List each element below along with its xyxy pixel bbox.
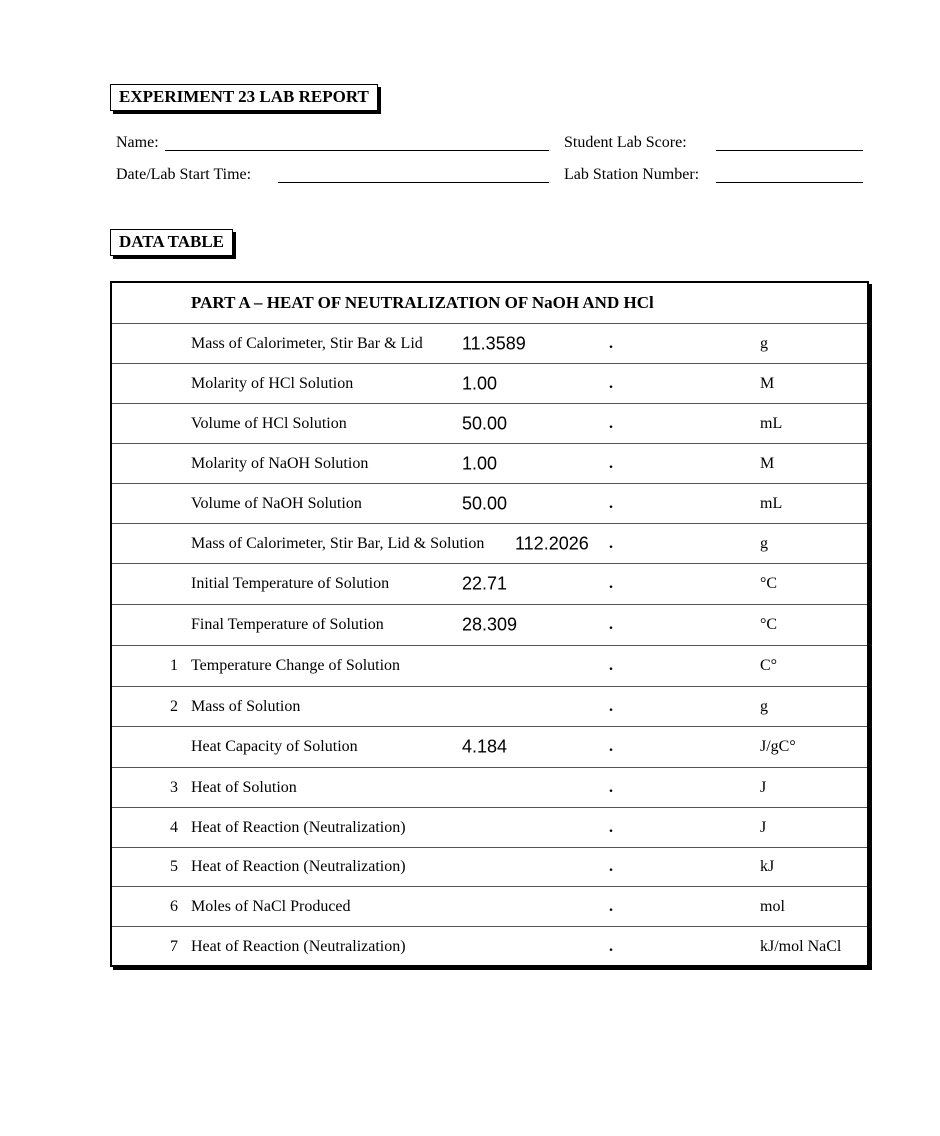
row-label: Heat Capacity of Solution <box>191 738 358 755</box>
row-value[interactable]: 50.00 <box>462 413 508 433</box>
table-row <box>112 564 867 605</box>
row-unit: g <box>760 534 768 552</box>
table-row <box>112 364 867 404</box>
table-row <box>112 484 867 524</box>
row-unit: mL <box>760 494 783 512</box>
row-unit: g <box>760 697 768 715</box>
row-number: 4 <box>170 818 178 836</box>
decimal-point: . <box>609 778 613 796</box>
row-label: Moles of NaCl Produced <box>191 897 351 915</box>
table-row <box>112 324 867 364</box>
row-value[interactable]: 50.00 <box>462 493 508 513</box>
table-row <box>112 887 867 927</box>
name-label: Name: <box>116 134 159 151</box>
table-row <box>112 687 867 727</box>
score-label: Student Lab Score: <box>564 134 687 151</box>
row-value[interactable]: 1.00 <box>462 453 498 473</box>
row-unit: mL <box>760 414 783 432</box>
row-number: 7 <box>170 938 178 955</box>
row-label: Heat of Reaction (Neutralization) <box>191 938 406 955</box>
row-number: 3 <box>170 778 178 796</box>
row-unit: kJ <box>760 858 775 875</box>
table-row <box>112 848 867 887</box>
decimal-point: . <box>609 897 613 915</box>
row-label: Initial Temperature of Solution <box>191 575 390 592</box>
report-title-text: EXPERIMENT 23 LAB REPORT <box>119 87 369 106</box>
row-label: Volume of NaOH Solution <box>191 494 362 512</box>
row-label: Final Temperature of Solution <box>191 616 384 633</box>
name-field[interactable] <box>165 150 549 151</box>
decimal-point: . <box>609 616 613 633</box>
row-value[interactable]: 11.3589 <box>462 333 526 353</box>
table-row <box>112 768 867 808</box>
row-label: Mass of Calorimeter, Stir Bar & Lid <box>191 334 423 352</box>
table-row <box>112 927 867 967</box>
row-label: Heat of Reaction (Neutralization) <box>191 858 406 875</box>
decimal-point: . <box>609 697 613 715</box>
part-a-header <box>112 283 867 324</box>
row-label: Heat of Solution <box>191 778 297 796</box>
row-label: Volume of HCl Solution <box>191 414 347 432</box>
date-label: Date/Lab Start Time: <box>116 166 252 183</box>
data-table-title-text: DATA TABLE <box>119 232 225 251</box>
row-unit: °C <box>760 575 778 592</box>
row-unit: M <box>760 454 775 472</box>
decimal-point: . <box>609 575 613 592</box>
row-value[interactable]: 28.309 <box>462 614 518 635</box>
row-label: Heat of Reaction (Neutralization) <box>191 818 406 836</box>
date-field[interactable] <box>278 182 549 183</box>
decimal-point: . <box>609 374 613 392</box>
station-field[interactable] <box>716 182 863 183</box>
row-unit: J <box>760 818 767 836</box>
decimal-point: . <box>609 534 613 552</box>
data-table-title <box>110 229 233 256</box>
row-unit: J/gC° <box>760 738 796 755</box>
table-row <box>112 727 867 768</box>
row-label: Mass of Calorimeter, Stir Bar, Lid & Solution <box>191 534 485 552</box>
table-row <box>112 605 867 646</box>
row-label: Temperature Change of Solution <box>191 657 401 674</box>
row-value[interactable]: 1.00 <box>462 373 498 393</box>
table-row <box>112 404 867 444</box>
station-label: Lab Station Number: <box>564 166 700 183</box>
row-number: 2 <box>170 697 178 715</box>
row-unit: C° <box>760 657 778 674</box>
row-number: 1 <box>170 657 178 674</box>
row-label: Mass of Solution <box>191 697 301 715</box>
row-number: 5 <box>170 858 178 875</box>
row-unit: mol <box>760 897 785 915</box>
score-field[interactable] <box>716 150 863 151</box>
decimal-point: . <box>609 494 613 512</box>
table-row <box>112 444 867 484</box>
table-row <box>112 646 867 687</box>
decimal-point: . <box>609 334 613 352</box>
row-unit: M <box>760 374 775 392</box>
row-value[interactable]: 22.71 <box>462 573 508 594</box>
row-label: Molarity of HCl Solution <box>191 374 354 392</box>
data-table <box>110 281 869 967</box>
row-number: 6 <box>170 897 178 915</box>
row-unit: °C <box>760 616 778 633</box>
report-title <box>110 84 378 111</box>
row-value[interactable]: 4.184 <box>462 736 508 757</box>
row-label: Molarity of NaOH Solution <box>191 454 369 472</box>
row-unit: J <box>760 778 767 796</box>
decimal-point: . <box>609 414 613 432</box>
table-row <box>112 524 867 564</box>
part-a-heading: PART A – HEAT OF NEUTRALIZATION OF NaOH AND HCl <box>191 293 654 312</box>
decimal-point: . <box>609 738 613 755</box>
decimal-point: . <box>609 938 613 955</box>
decimal-point: . <box>609 657 613 674</box>
decimal-point: . <box>609 858 613 875</box>
decimal-point: . <box>609 818 613 836</box>
row-unit: kJ/mol NaCl <box>760 938 842 955</box>
row-unit: g <box>760 334 768 352</box>
table-row <box>112 808 867 848</box>
decimal-point: . <box>609 454 613 472</box>
row-value[interactable]: 112.2026 <box>515 533 589 553</box>
